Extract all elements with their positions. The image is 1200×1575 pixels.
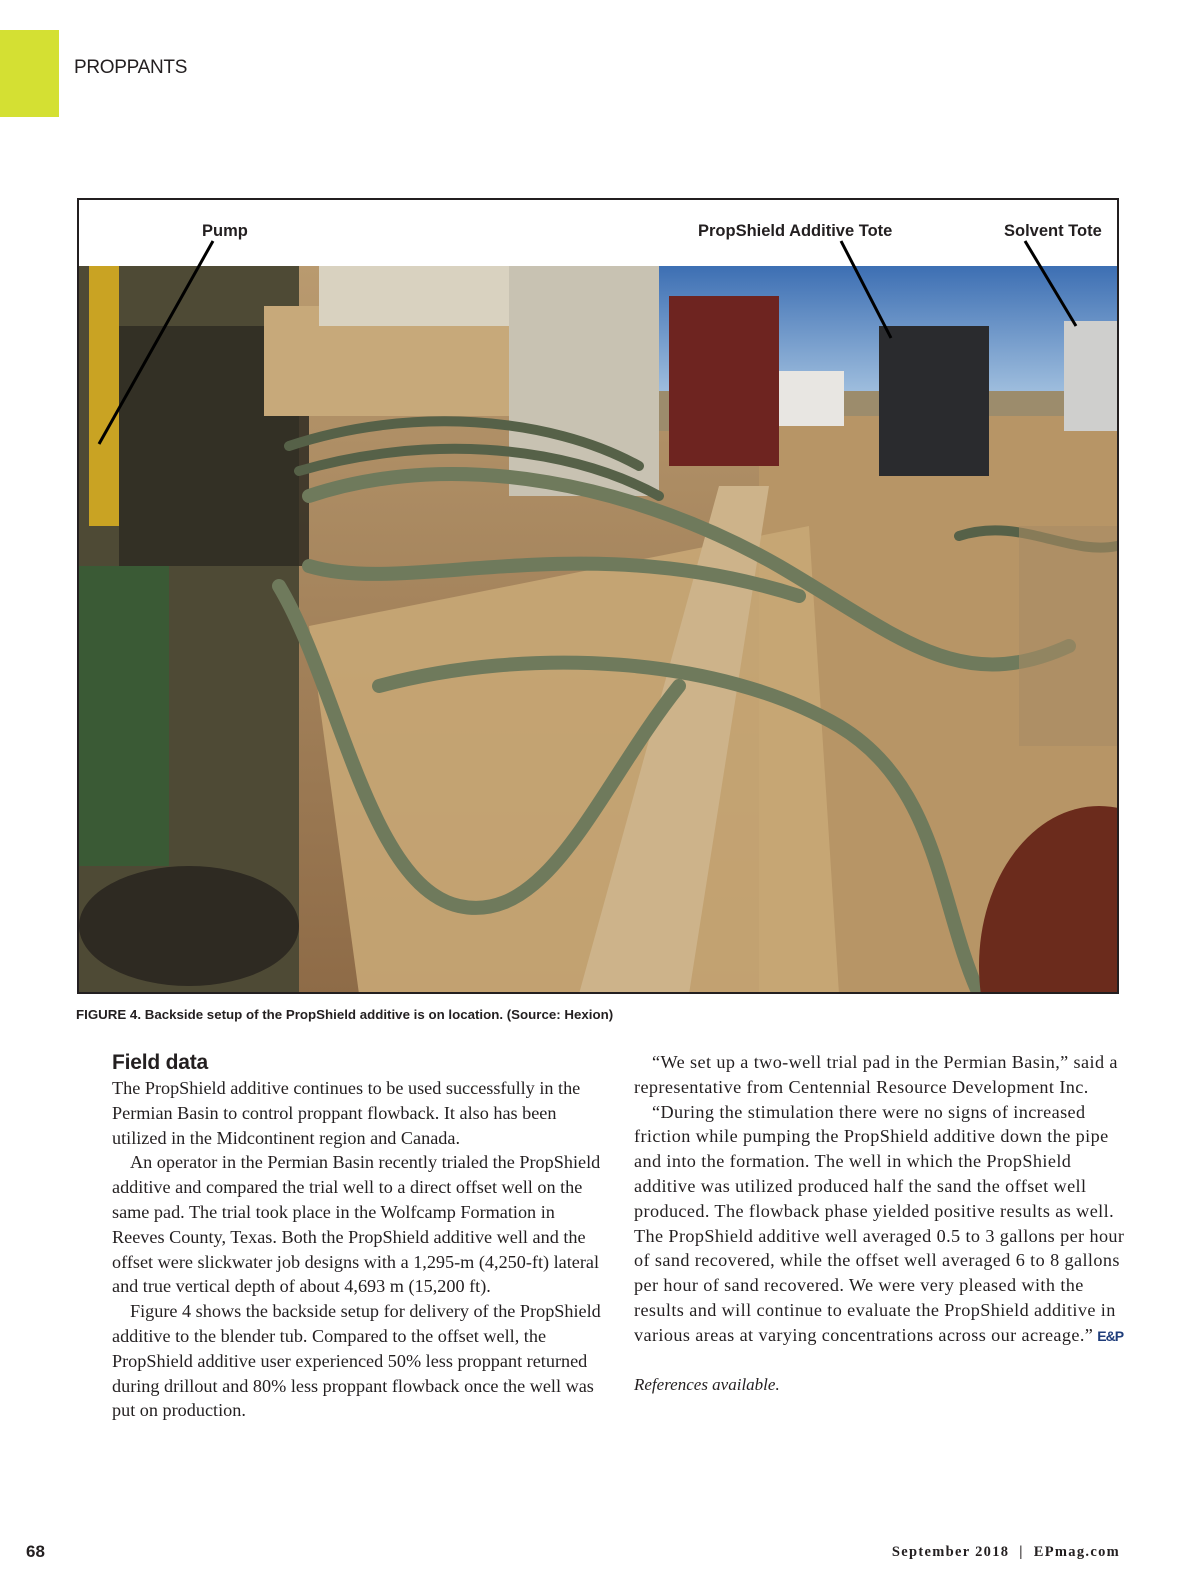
site-link[interactable]: EPmag.com: [1033, 1544, 1120, 1560]
quote-text: “During the stimulation there were no signs of increased friction while pumping the PropShield additive down the pipe and into the formation. The well in which the PropShield additive was utilized produced half the sand the offset well produced. The flowback phase yielded positive results as well. The PropShield additive well averaged 0.5 to 3 gallons per hour of sand recovered, while the offset well averaged 6 to 8 gallons per hour of sand recovered. We were very pleased with the results and will continue to evaluate the PropShield additive in various areas at varying concentrations across our acreage.”: [634, 1101, 1125, 1345]
figure-caption: FIGURE 4. Backside setup of the PropShield additive is on location. (Source: Hexion): [76, 1007, 614, 1022]
page-number: 68: [26, 1542, 45, 1561]
article-column-right: [634, 1050, 1126, 1397]
footer-separator: |: [1019, 1544, 1024, 1560]
paragraph: An operator in the Permian Basin recently trialed the PropShield additive and compared the trial well to a direct offset well on the same pad. The trial took place in the Wolfcamp Formation in Reeves County, Texas. Both the PropShield additive well and the offset were slickwater job designs with a 1,295-m (4,250-ft) lateral and true vertical depth of about 4,693 m (15,200 ft).: [112, 1152, 601, 1297]
callout-bar: [79, 200, 1117, 266]
ep-end-mark: E&P: [1097, 1327, 1124, 1344]
section-label: PROPPANTS: [74, 57, 188, 78]
article-column-left: [112, 1050, 602, 1423]
paragraph: [634, 1100, 1126, 1349]
issue-date: September 2018: [891, 1544, 1010, 1560]
callout-pump: Pump: [202, 222, 248, 240]
section-tab: [0, 30, 59, 117]
callout-solvent-tote: Solvent Tote: [1004, 222, 1102, 240]
paragraph: Figure 4 shows the backside setup for delivery of the PropShield additive to the blender tub. Compared to the offset well, the PropShield additive user experienced 50% less proppant returned during drillout and 80% less proppant flowback once the well was put on production.: [112, 1301, 601, 1421]
running-footer: [892, 1544, 1120, 1561]
section-heading: Field data: [112, 1051, 209, 1074]
figure-4: [77, 198, 1119, 994]
field-photo: [79, 266, 1117, 994]
references-note: References available.: [634, 1374, 780, 1394]
paragraph: “We set up a two-well trial pad in the Permian Basin,” said a representative from Centennial Resource Development Inc.: [634, 1052, 1118, 1097]
callout-additive-tote: PropShield Additive Tote: [698, 222, 893, 240]
paragraph: The PropShield additive continues to be used successfully in the Permian Basin to control proppant flowback. It also has been utilized in the Midcontinent region and Canada.: [112, 1078, 581, 1148]
